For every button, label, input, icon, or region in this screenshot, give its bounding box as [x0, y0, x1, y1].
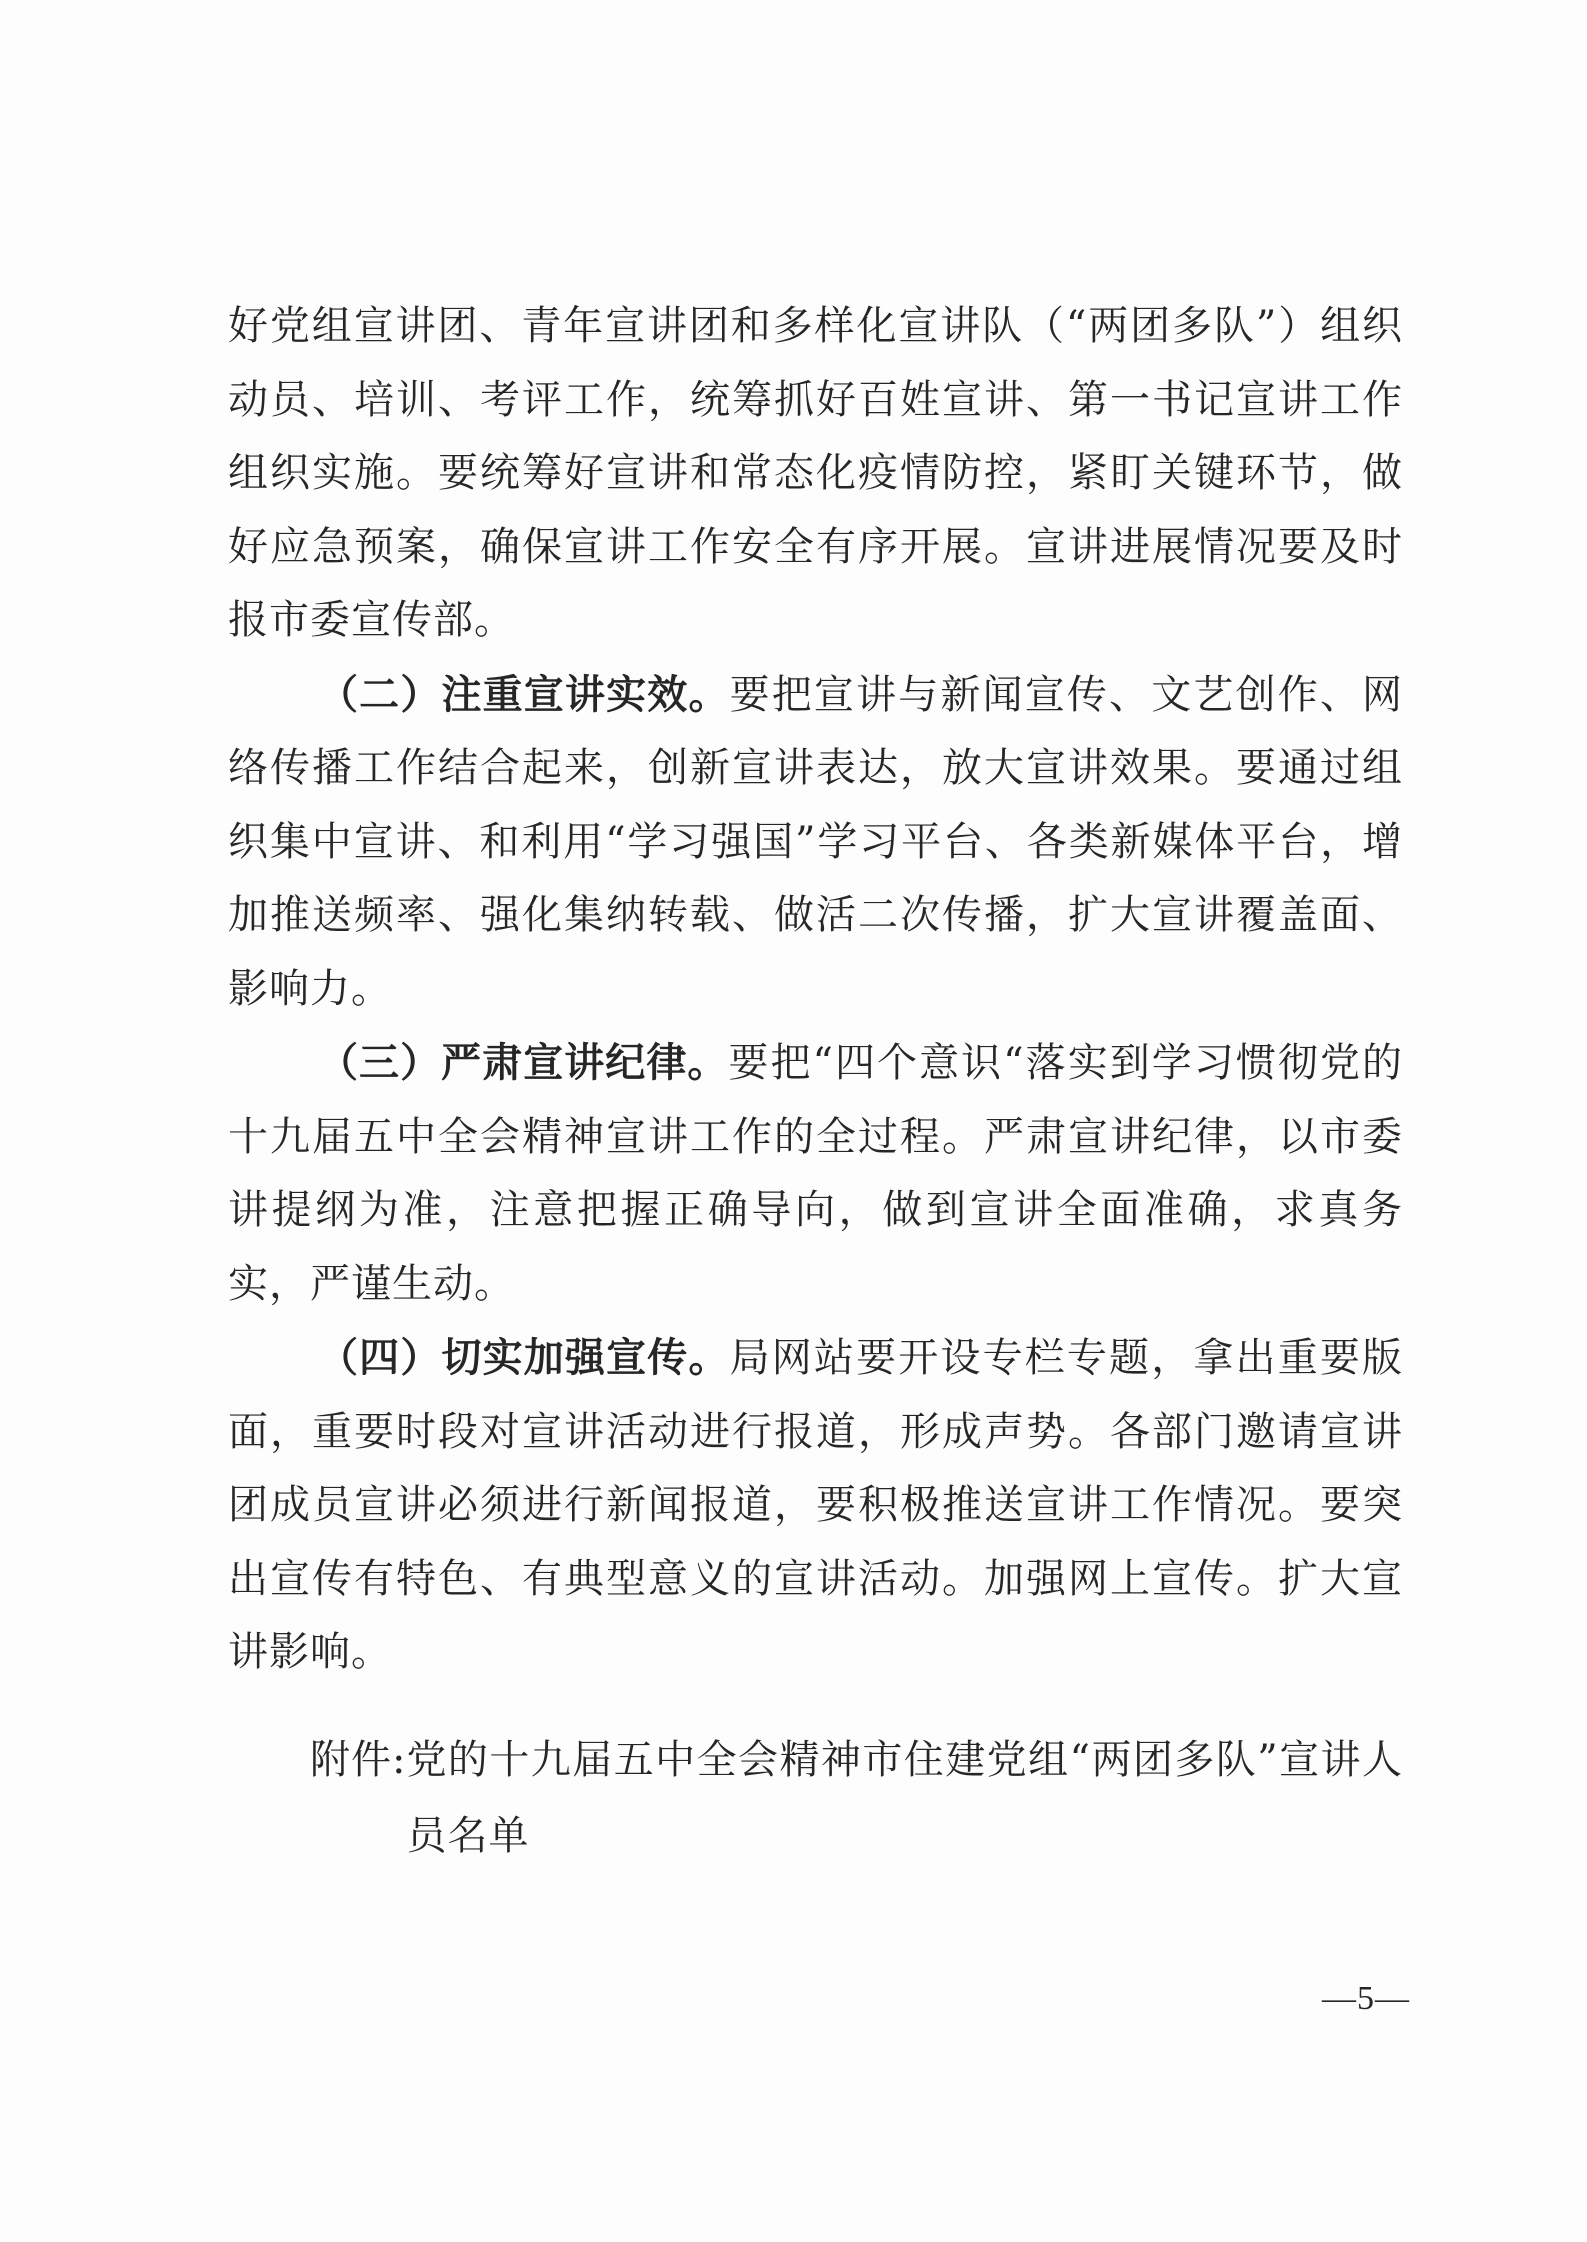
paragraph-section-4: [228, 1321, 1403, 1690]
paragraph-text: 局网站要开设专栏专题，拿出重要版面，重要时段对宣讲活动进行报道，形成声势。各部门邀请宣讲团成员宣讲必须进行新闻报道，要积极推送宣讲工作情况。要突出宣传有特色、有典型意义的宣讲活动。加强网上宣传。扩大宣讲影响。: [228, 1335, 1404, 1675]
attachment-label: 附件:: [310, 1737, 407, 1783]
paragraph-section-3: [228, 1026, 1403, 1321]
paragraph-text: 要把宣讲与新闻宣传、文艺创作、网络传播工作结合起来，创新宣讲表达，放大宣讲效果。要通过组织集中宣讲、和利用“学习强国”学习平台、各类新媒体平台，增加推送频率、强化集纳转载、做活二次传播，扩大宣讲覆盖面、影响力。: [228, 671, 1404, 1012]
attachment-text: 党的十九届五中全会精神市住建党组“两团多队”宣讲人员名单: [406, 1737, 1403, 1859]
document-body: [228, 290, 1403, 1690]
section-heading: （二）注重宣讲实效。: [318, 670, 730, 718]
page-number: —5—: [1322, 1980, 1410, 2017]
paragraph-text: 好党组宣讲团、青年宣讲团和多样化宣讲队（“两团多队”）组织动员、培训、考评工作，统筹抓好百姓宣讲、第一书记宣讲工作组织实施。要统筹好宣讲和常态化疫情防控，紧盯关键环节，做好应急预案，确保宣讲工作安全有序开展。宣讲进展情况要及时报市委宣传部。: [228, 303, 1403, 643]
paragraph-text: 要把“四个意识“落实到学习惯彻党的十九届五中全会精神宣讲工作的全过程。严肃宣讲纪律，以市委讲提纲为准，注意把握正确导向，做到宣讲全面准确，求真务实，严谨生动。: [228, 1040, 1403, 1307]
paragraph-section-2: [228, 658, 1403, 1027]
section-heading: （四）切实加强宣传。: [318, 1334, 730, 1381]
section-heading: （三）严肃宣讲纪律。: [318, 1039, 729, 1086]
attachment-note: [310, 1722, 1403, 1874]
paragraph-continued: [228, 290, 1403, 658]
